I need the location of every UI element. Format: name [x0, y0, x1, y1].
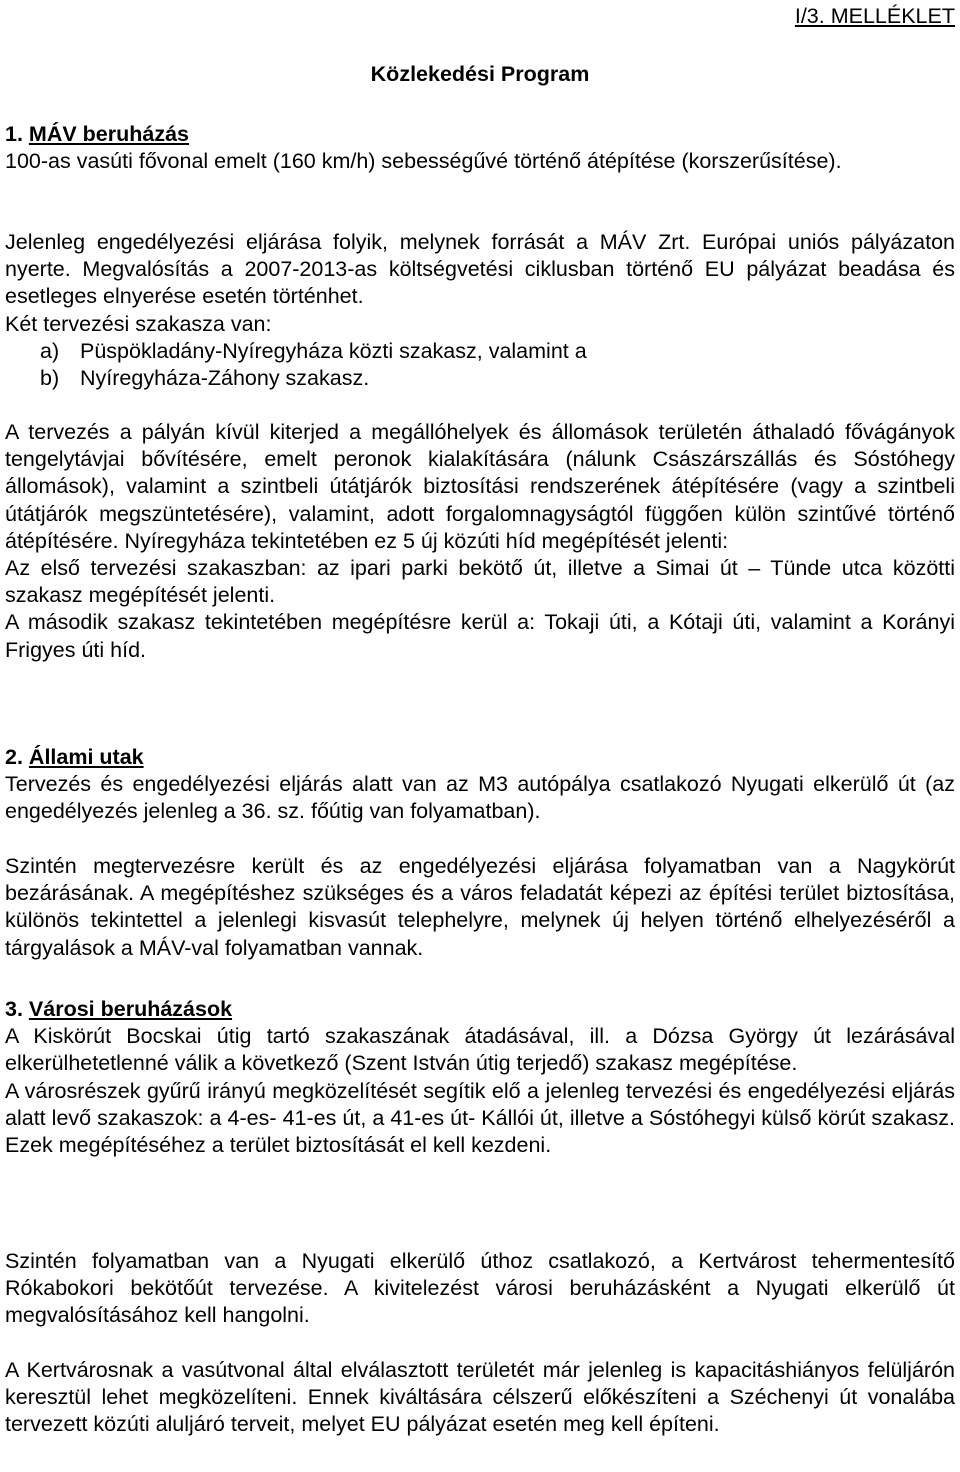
section-2	[5, 744, 955, 826]
list-marker-b: b)	[40, 366, 60, 391]
section-2-number: 2.	[5, 745, 23, 769]
section-3-body-a	[5, 1248, 955, 1330]
section-1-paragraph-6: A második szakasz tekintetében megépítésre kerül a: Tokaji úti, a Kótaji úti, valamint a Korányi Frigyes úti híd.	[5, 610, 955, 662]
section-3-paragraph-1: A Kiskörút Bocskai útig tartó szakaszának átadásával, ill. a Dózsa György út lezárásával elkerülhetetlenné válik a következő (Szent István útig terjedő) szakasz megépítése.	[5, 1024, 955, 1076]
section-1-paragraph-1: 100-as vasúti fővonal emelt (160 km/h) sebességűvé történő átépítése (korszerűsítése).	[5, 149, 842, 174]
section-3-heading	[5, 996, 955, 1023]
list-item-a	[5, 338, 955, 365]
section-1-paragraph-4: A tervezés a pályán kívül kiterjed a megállóhelyek és állomások területén áthaladó fővágányok tengelytávjai bővítésére, emelt peronok kialakítására (nálunk Császárszállás és Sóstóhegy állomások), valamint a szintbeli útátjárók biztosítási rendszerének átépítésére (vagy a szintbeli útátjárók megszüntetésére), valamint, adott forgalomnagyságtól függően külön szintűvé történő átépítésére. Nyíregyháza tekintetében ez 5 új közúti híd megépítését jelenti:	[5, 420, 955, 553]
annex-label: I/3. MELLÉKLET	[794, 4, 955, 28]
section-2-paragraph-1: Tervezés és engedélyezési eljárás alatt van az M3 autópálya csatlakozó Nyugati elkerülő út (az engedélyezés jelenleg a 36. sz. főútig van folyamatban).	[5, 772, 955, 824]
section-3-paragraph-4: A Kertvárosnak a vasútvonal által elválasztott területét már jelenleg is kapacitáshiányos felüljárón keresztül lehet megközelíteni. Ennek kiváltására célszerű előkészíteni a Széchenyi út vonalába tervezett közúti aluljáró terveit, melyet EU pályázat esetén meg kell építeni.	[5, 1358, 955, 1437]
section-3-paragraph-3: Szintén folyamatban van a Nyugati elkerülő úthoz csatlakozó, a Kertvárost tehermentesítő Rókabokori bekötőút tervezése. A kivitelezést városi beruházásként a Nyugati elkerülő út megvalósításához kell hangolni.	[5, 1249, 955, 1328]
section-1-paragraph-5: Az első tervezési szakaszban: az ipari parki bekötő út, illetve a Simai út – Tünde utca közötti szakasz megépítését jelenti.	[5, 556, 955, 608]
section-1	[5, 121, 955, 175]
page-title: Közlekedési Program	[370, 62, 590, 86]
section-1-details	[5, 419, 955, 664]
section-3-body-b	[5, 1357, 955, 1439]
list-marker-a: a)	[40, 338, 60, 363]
list-item-b	[5, 365, 955, 392]
section-1-number: 1.	[5, 122, 23, 146]
section-3-title: Városi beruházások	[28, 997, 233, 1021]
section-1-body	[5, 229, 955, 392]
list-text-a: Püspökladány-Nyíregyháza közti szakasz, valamint a	[80, 338, 587, 363]
section-1-paragraph-3: Két tervezési szakasza van:	[5, 311, 272, 336]
section-1-title: MÁV beruházás	[28, 122, 190, 146]
section-2-title: Állami utak	[28, 745, 144, 769]
list-text-b: Nyíregyháza-Záhony szakasz.	[80, 366, 370, 391]
section-2-paragraph-2: Szintén megtervezésre került és az engedélyezési eljárása folyamatban van a Nagykörút bezárásának. A megépítéshez szükséges és a város feladatát képezi az építési terület biztosítása, különös tekintettel a jelenlegi kisvasút telephelyre, melynek új helyen történő elhelyezéséről a tárgyalások a MÁV-val folyamatban vannak.	[5, 854, 955, 960]
section-1-heading	[5, 121, 955, 148]
section-3-paragraph-2: A városrészek gyűrű irányú megközelítését segítik elő a jelenleg tervezési és engedélyezési eljárás alatt levő szakaszok: a 4-es- 41-es út, a 41-es út- Kállói út, illetve a Sóstóhegyi külső körút szakasz. Ezek megépítéséhez a terület biztosítását el kell kezdeni.	[5, 1078, 955, 1158]
section-2-heading	[5, 744, 955, 771]
section-2-body	[5, 853, 955, 962]
section-3-number: 3.	[5, 997, 23, 1021]
section-3	[5, 996, 955, 1159]
section-1-paragraph-2: Jelenleg engedélyezési eljárása folyik, melynek forrását a MÁV Zrt. Európai uniós pályázaton nyerte. Megvalósítás a 2007-2013-as költségvetési ciklusban történő EU pályázat beadása és esetleges elnyerése esetén történhet.	[5, 230, 955, 309]
